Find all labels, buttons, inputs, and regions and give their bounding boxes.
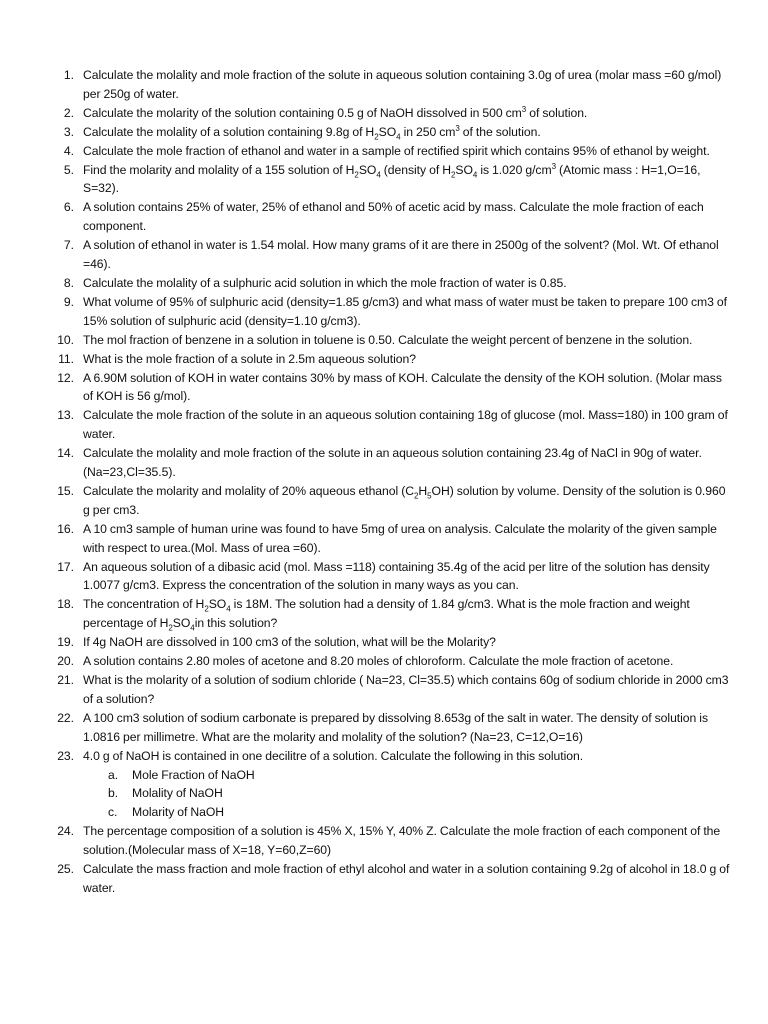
text-run: Calculate the molality of a sulphuric acid solution in which the mole fraction of water is 0.85. [83,275,567,290]
question-item [0,747,768,823]
text-run: OH) solution by volume. Density of the solution is 0.960 g per cm3. [83,483,726,517]
sub-question-text: Mole Fraction of NaOH [132,767,255,782]
subscript: 2 [413,491,419,501]
question-item [0,520,768,558]
question-text [83,295,727,328]
question-item [0,633,768,652]
text-run: An aqueous solution of a dibasic acid (mol. Mass =118) containing 35.4g of the acid per litre of the solution has density 1.0077 g/cm3. Express the concentration of the solution in many ways as you can. [83,559,710,593]
question-item [0,274,768,293]
sub-question-text: Molarity of NaOH [132,805,225,820]
subscript: 4 [190,623,195,633]
question-list [0,66,768,898]
question-item [0,104,768,123]
question-number: 4. [63,143,74,158]
question-item [0,331,768,350]
text-run: Calculate the mole fraction of ethanol and water in a sample of rectified spirit which contains 95% of ethanol by weight. [83,143,710,158]
question-text [83,68,721,101]
question-number: 11. [58,351,74,366]
subscript: 2 [204,604,209,614]
question-number: 13. [57,408,74,423]
text-run: Calculate the molality and mole fraction of the solute in an aqueous solution containing 23.4g of NaCl in 90g of water. (Na=23,Cl=35.5). [83,446,702,480]
question-number: 8. [63,275,74,290]
text-run: is 18M. The solution had a density of 1.84 g/cm3. What is the mole fraction and weight percentage of H [83,597,690,631]
text-run: A 100 cm3 solution of sodium carbonate is prepared by dissolving 8.653g of the salt in water. The density of solution is 1.0816 per millimetre. What are the molarity and molality of the solution? (Na=23, C=12,O=16) [83,710,708,744]
superscript: 3 [455,123,460,133]
sub-question-list [83,766,730,823]
text-run: Calculate the mole fraction of the solute in an aqueous solution containing 18g of glucose (mol. Mass=180) in 100 gram of water. [83,408,728,442]
question-text [83,711,708,744]
question-text [83,333,692,347]
question-number: 22. [57,710,74,725]
question-item [0,369,768,407]
sub-question-letter: c. [108,805,118,820]
question-text [83,106,587,120]
question-number: 21. [57,673,74,687]
question-text [83,484,725,517]
question-text [83,123,541,142]
text-run: SO [172,616,191,631]
question-text [83,371,722,404]
text-run: (density of H [380,162,451,177]
question-item [0,652,768,671]
question-text [83,200,704,233]
subscript: 2 [450,169,456,179]
question-number: 19. [57,635,74,650]
text-run: A 10 cm3 sample of human urine was found to have 5mg of urea on analysis. Calculate the molarity of the given sample with respect to urea.(Mol. Mass of urea =60). [83,521,717,555]
question-number: 16. [57,521,74,536]
text-run: SO [208,597,227,612]
question-item [0,709,768,747]
text-run: A solution contains 25% of water, 25% of ethanol and 50% of acetic acid by mass. Calculate the mole fraction of each component. [83,200,704,234]
question-text [83,635,496,649]
question-number: 18. [57,597,74,612]
text-run: is 1.020 g/cm [477,162,552,177]
question-number: 15. [57,483,74,498]
question-text [83,352,416,366]
question-item [0,860,768,898]
subscript: 5 [427,491,432,501]
question-number: 10. [57,332,74,347]
question-number: 12. [57,370,74,385]
question-item [0,671,768,709]
subscript: 2 [354,169,359,179]
text-run: (Atomic mass : H=1,O=16, S=32). [83,162,701,196]
superscript: 3 [521,104,527,114]
question-number: 1. [63,68,74,82]
question-item [0,236,768,274]
text-run: H [418,483,428,498]
question-text [83,408,728,441]
text-run: SO [358,162,377,177]
question-item [0,822,768,860]
sub-question-item [83,803,730,822]
text-run: Calculate the molality and mole fraction of the solute in aqueous solution containing 3.0g of urea (molar mass =60 g/mol) per 250g of water. [83,68,722,101]
text-run: Calculate the molarity of the solution containing 0.5 g of NaOH dissolved in 500 cm [83,105,522,120]
sub-question-item [83,766,730,785]
text-run: A 6.90M solution of KOH in water contains 30% by mass of KOH. Calculate the density of the KOH solution. (Molar mass of KOH is 56 g/mol). [83,370,722,404]
subscript: 4 [396,132,401,142]
text-run: SO [378,124,397,139]
text-run: What is the mole fraction of a solute in 2.5m aqueous solution? [83,351,416,366]
question-number: 24. [57,824,74,839]
question-item [0,142,768,161]
subscript: 4 [226,604,231,614]
sub-question-letter: b. [108,786,119,801]
subscript: 2 [374,132,379,142]
question-text [83,654,673,668]
question-number: 23. [57,748,74,763]
question-text [83,862,729,895]
text-run: What is the molarity of a solution of sodium chloride ( Na=23, Cl=35.5) which contains 60g of sodium chloride in 2000 cm3 of a solution? [83,673,729,706]
question-text [83,163,701,196]
text-run: Calculate the molality of a solution containing 9.8g of H [83,124,375,139]
sub-question-letter: a. [108,767,119,782]
question-item [0,444,768,482]
question-number: 20. [57,654,74,669]
question-text [83,560,710,593]
question-number: 9. [63,294,74,309]
subscript: 2 [168,623,173,633]
text-run: What volume of 95% of sulphuric acid (density=1.85 g/cm3) and what mass of water must be taken to prepare 100 cm3 of 15% solution of sulphuric acid (density=1.10 g/cm3). [83,294,727,328]
question-number: 6. [63,200,74,215]
text-run: 4.0 g of NaOH is contained in one decilitre of a solution. Calculate the following in this solution. [83,748,584,763]
question-number: 17. [57,559,74,574]
text-run: The mol fraction of benzene in a solution in toluene is 0.50. Calculate the weight percent of benzene in the solution. [83,332,693,347]
subscript: 4 [472,169,478,179]
question-text [83,673,728,706]
question-item [0,123,768,142]
question-text [83,749,583,763]
question-text [83,446,702,479]
question-item [0,161,768,199]
text-run: of the solution. [459,124,541,139]
question-item [0,406,768,444]
question-item [0,293,768,331]
question-item [0,198,768,236]
text-run: Find the molarity and molality of a 155 solution of H [83,162,355,177]
sub-question-text: Molality of NaOH [132,786,223,801]
question-number: 7. [63,238,74,253]
text-run: Calculate the molarity and molality of 20% aqueous ethanol (C [83,483,414,498]
text-run: The concentration of H [83,597,205,612]
sub-question-item [83,784,730,803]
question-text [83,597,690,633]
question-text [83,144,710,158]
question-text [83,238,719,271]
question-number: 14. [57,446,74,461]
question-item [0,482,768,520]
text-run: Calculate the mass fraction and mole fraction of ethyl alcohol and water in a solution containing 9.2g of alcohol in 18.0 g of water. [83,862,730,895]
text-run: SO [455,162,473,177]
question-item [0,66,768,104]
text-run: A solution contains 2.80 moles of acetone and 8.20 moles of chloroform. Calculate the mole fraction of acetone. [83,654,674,669]
superscript: 3 [551,161,556,171]
question-item [0,558,768,596]
question-item [0,595,768,633]
question-item [0,350,768,369]
question-text [83,824,720,857]
text-run: of solution. [526,105,588,120]
subscript: 4 [376,169,381,179]
question-number: 3. [63,124,74,139]
text-run: The percentage composition of a solution is 45% X, 15% Y, 40% Z. Calculate the mole fraction of each component of the solution.(Molecular mass of X=18, Y=60,Z=60) [83,824,721,858]
question-text [83,522,717,555]
text-run: in this solution? [194,616,278,631]
question-number: 2. [63,105,74,120]
question-number: 25. [57,862,74,877]
text-run: A solution of ethanol in water is 1.54 molal. How many grams of it are there in 2500g of the solvent? (Mol. Wt. Of ethanol =46). [83,238,719,272]
question-text [83,276,567,290]
question-number: 5. [63,162,74,177]
text-run: If 4g NaOH are dissolved in 100 cm3 of the solution, what will be the Molarity? [83,635,496,650]
text-run: in 250 cm [400,124,456,139]
